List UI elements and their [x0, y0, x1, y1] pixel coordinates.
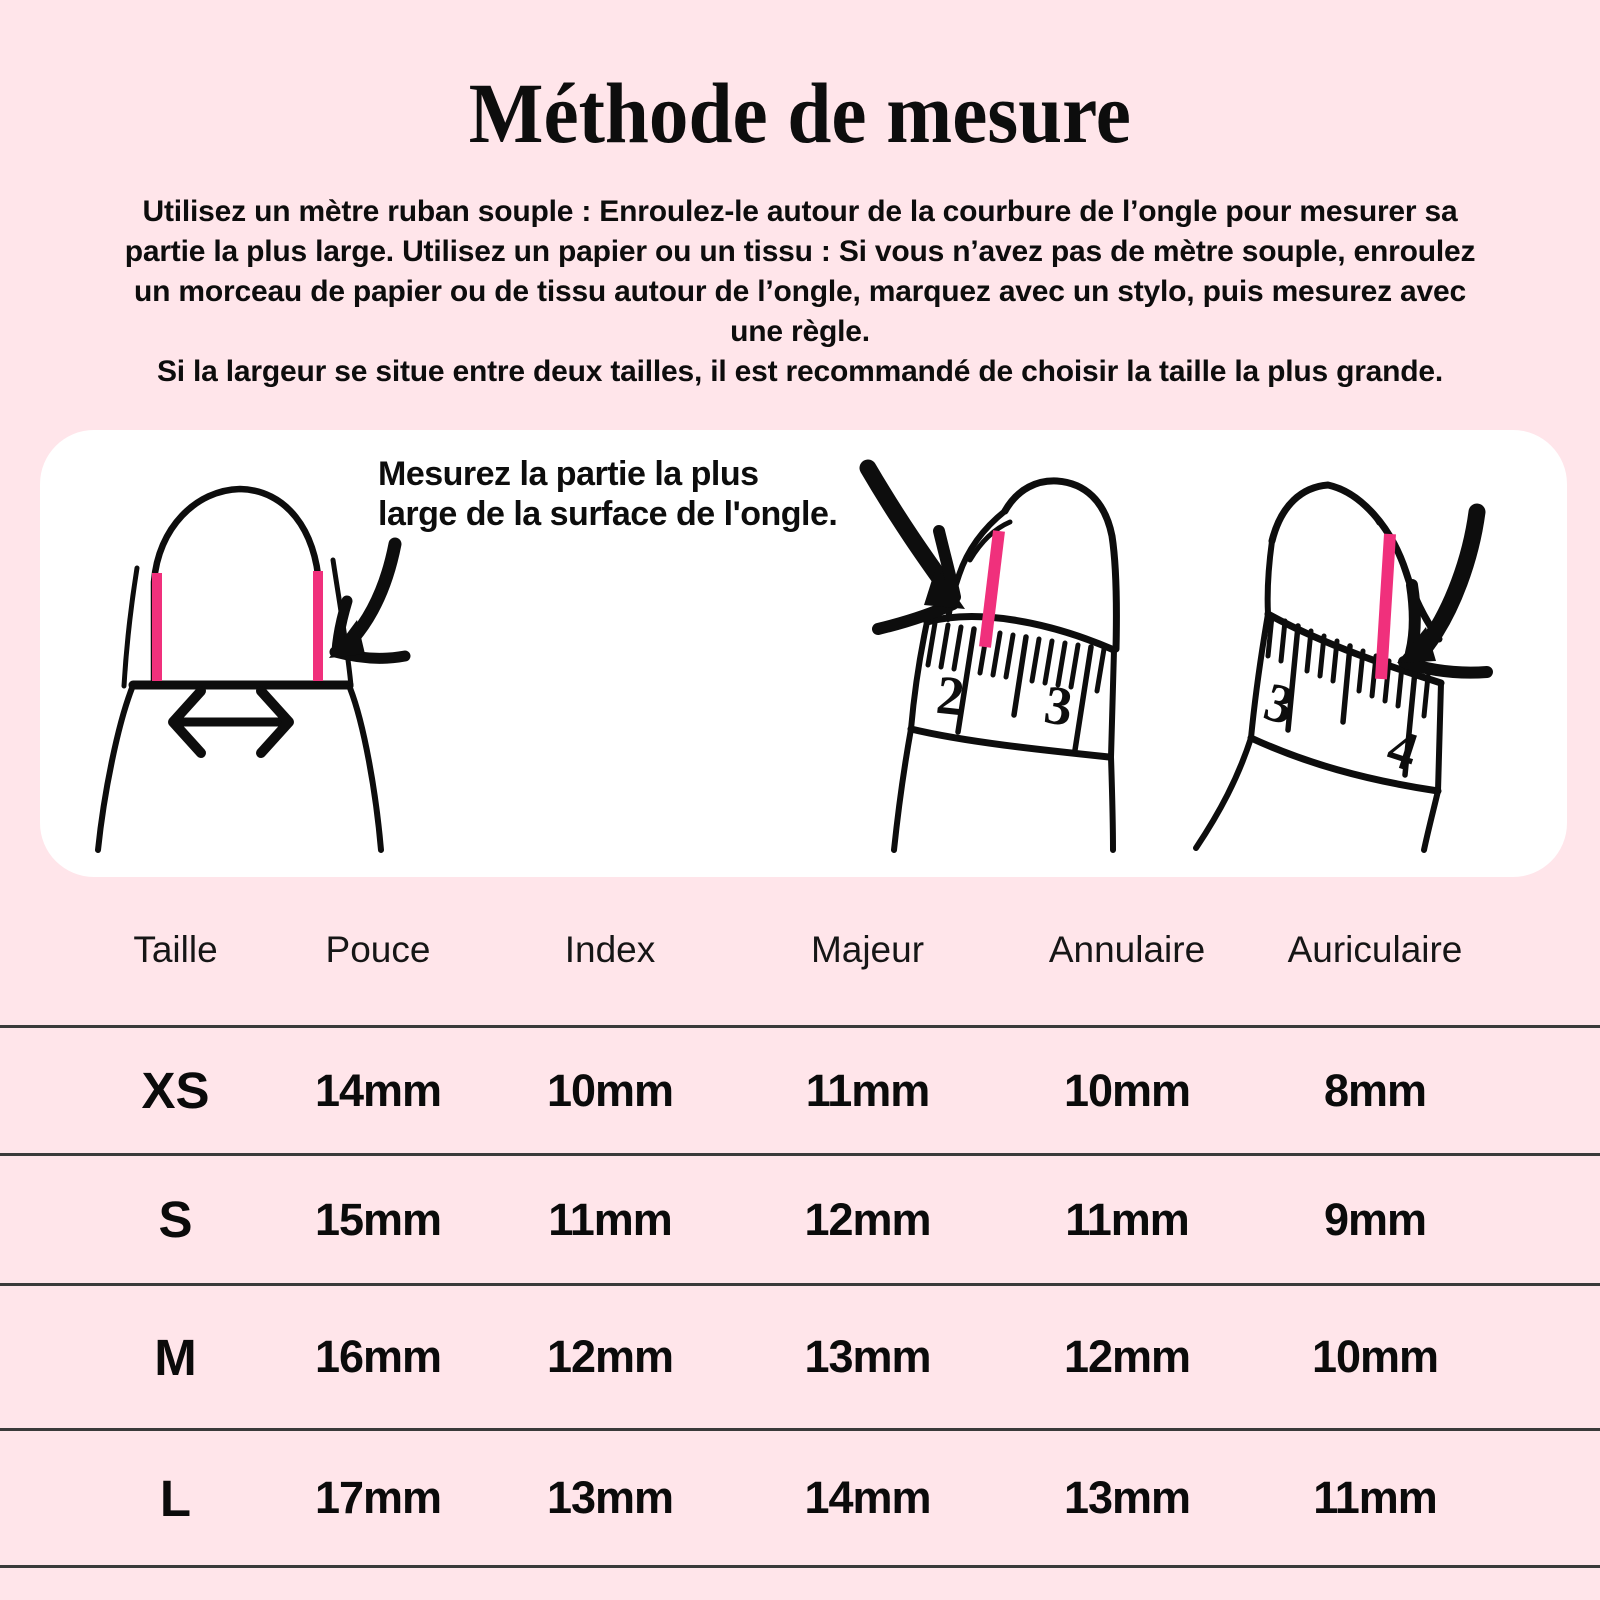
table-row — [0, 1156, 1600, 1283]
cell-auriculaire: 9mm — [1323, 1193, 1427, 1245]
page-title: Méthode de mesure — [468, 65, 1132, 161]
cell-pouce: 16mm — [314, 1331, 442, 1382]
column-header-annulaire: Annulaire — [1048, 929, 1206, 970]
caption-line: Mesurez la partie la plus — [378, 455, 759, 493]
cell-auriculaire: 8mm — [1323, 1064, 1427, 1116]
diagram-caption — [378, 454, 837, 534]
measure-marker — [1381, 534, 1390, 679]
cell-pouce: 17mm — [314, 1472, 442, 1523]
ruler-measure-illustration-right — [1196, 485, 1487, 850]
size-label: L — [159, 1469, 192, 1527]
size-label: M — [154, 1328, 197, 1386]
cell-annulaire: 13mm — [1063, 1472, 1191, 1523]
intro-text — [30, 192, 1570, 392]
ruler-number: 2 — [933, 663, 968, 728]
table-divider — [0, 1565, 1600, 1568]
cell-majeur: 11mm — [805, 1064, 930, 1116]
size-label: S — [158, 1191, 193, 1248]
intro-line: Si la largeur se situe entre deux tailles, il est recommandé de choisir la taille la plus grande. — [156, 355, 1444, 388]
cell-pouce: 14mm — [314, 1064, 442, 1116]
intro-line: Utilisez un mètre ruban souple : Enroulez-le autour de la courbure de l’ongle pour mesurer sa — [142, 195, 1458, 228]
cell-majeur: 13mm — [804, 1331, 931, 1382]
ruler-number: 3 — [1257, 670, 1302, 737]
cell-auriculaire: 10mm — [1311, 1331, 1439, 1382]
intro-line: un morceau de papier ou de tissu autour de l’ongle, marquez avec un stylo, puis mesurez avec — [134, 275, 1466, 308]
table-header-row — [0, 918, 1600, 982]
cell-index: 11mm — [548, 1193, 672, 1245]
cell-pouce: 15mm — [314, 1193, 442, 1245]
width-double-arrow-icon — [173, 691, 289, 753]
cell-index: 13mm — [546, 1472, 674, 1523]
measure-marker — [985, 531, 999, 647]
cell-majeur: 14mm — [804, 1472, 931, 1523]
column-header-index: Index — [564, 929, 656, 970]
cell-index: 12mm — [546, 1331, 674, 1382]
table-row — [0, 1286, 1600, 1428]
intro-line: partie la plus large. Utilisez un papier ou un tissu : Si vous n’avez pas de mètre souple, enroulez — [124, 235, 1476, 268]
intro-line: une règle. — [730, 315, 870, 348]
column-header-auriculaire: Auriculaire — [1287, 929, 1463, 970]
cell-annulaire: 10mm — [1063, 1064, 1191, 1116]
cell-index: 10mm — [546, 1064, 674, 1116]
column-header-taille: Taille — [133, 929, 218, 970]
cell-annulaire: 11mm — [1065, 1193, 1189, 1245]
size-label: XS — [141, 1062, 210, 1119]
cell-majeur: 12mm — [804, 1193, 931, 1245]
pointer-arrow-icon — [1397, 512, 1487, 673]
cell-auriculaire: 11mm — [1313, 1472, 1437, 1523]
cell-annulaire: 12mm — [1063, 1331, 1191, 1382]
ruler-number: 4 — [1380, 716, 1426, 783]
pointer-arrow-icon — [868, 468, 965, 629]
nail-width-illustration — [98, 489, 405, 850]
table-row — [0, 1028, 1600, 1153]
caption-line: large de la surface de l'ongle. — [378, 495, 838, 533]
column-header-pouce: Pouce — [325, 929, 431, 970]
table-row — [0, 1431, 1600, 1565]
ruler-measure-illustration-left — [868, 468, 1116, 850]
column-header-majeur: Majeur — [810, 929, 925, 970]
ruler-number: 3 — [1040, 673, 1077, 738]
diagram-panel — [40, 430, 1567, 877]
